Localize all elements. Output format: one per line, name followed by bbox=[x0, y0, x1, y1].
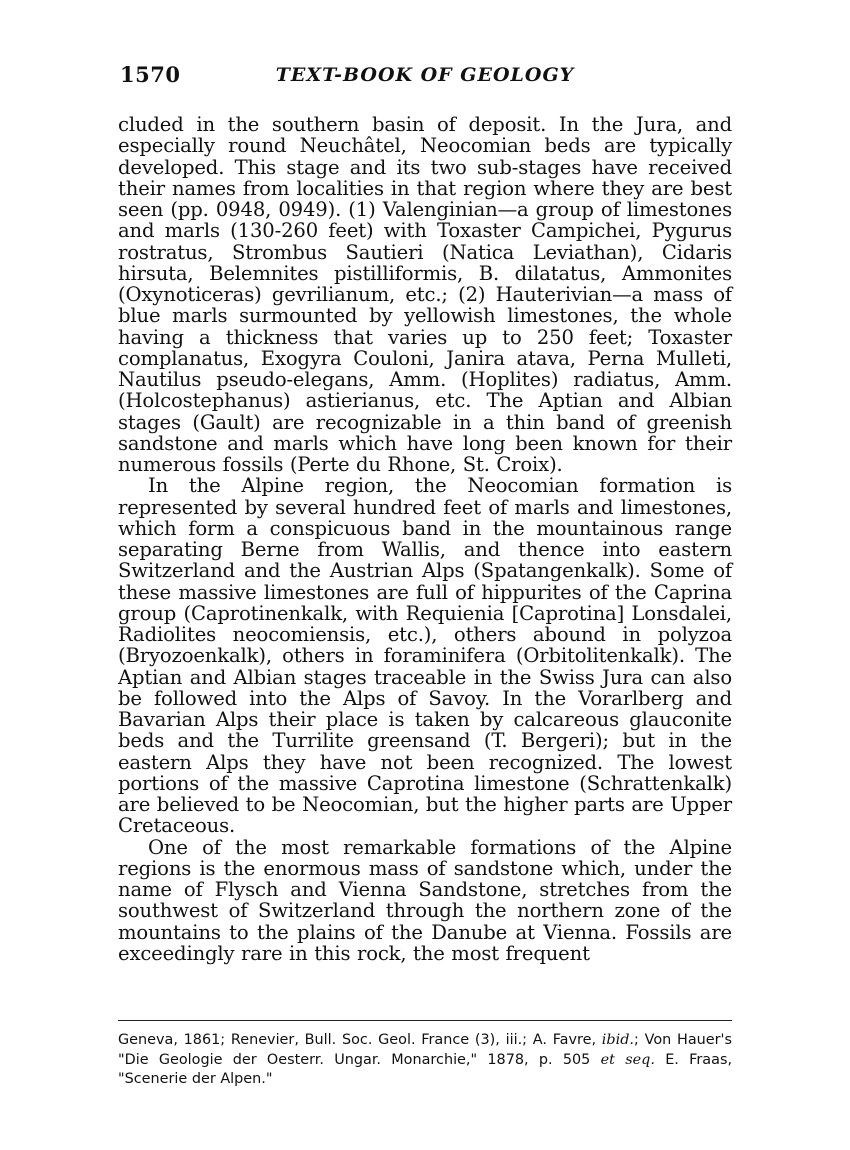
footnote-part-2: ; Von Hauer's "Die Geologie der Oesterr. Ungar. Monarchie," 1878, p. 505 bbox=[118, 1032, 732, 1068]
paragraph-alpine-region: In the Alpine region, the Neocomian formation is represented by several hundred feet of marls and limestones, which form a conspicuous band in the mountainous range separating Berne from Wallis, and thence into eastern Switzerland and the Austrian Alps (Spatangenkalk). Some of these massive limestones are full of hippurites of the Caprina group (Caprotinenkalk, with Requienia [Caprotina] Lonsdalei, Radiolites neocomiensis, etc.), others abound in polyzoa (Bryozoenkalk), others in foraminifera (Orbitolitenkalk). The Aptian and Albian stages traceable in the Swiss Jura can also be followed into the Alps of Savoy. In the Vorarlberg and Bavarian Alps their place is taken by calcareous glauconite beds and the Turrilite greensand (T. Bergeri); but in the eastern Alps they have not been recognized. The lowest portions of the massive Caprotina limestone (Schrattenkalk) are believed to be Neocomian, but the higher parts are Upper Cretaceous. bbox=[118, 474, 732, 838]
footnote-part-1: Geneva, 1861; Renevier, Bull. Soc. Geol. France (3), iii.; A. Favre, bbox=[118, 1032, 602, 1048]
body-text bbox=[118, 114, 732, 964]
paragraph-flysch: One of the most remarkable formations of the Alpine regions is the enormous mass of sandstone which, under the name of Flysch and Vienna Sandstone, stretches from the southwest of Switzerland through the northern zone of the mountains to the plains of the Danube at Vienna. Fossils are exceedingly rare in this rock, the most frequent bbox=[118, 835, 732, 965]
footnote-ibid: ibid. bbox=[601, 1032, 634, 1048]
footnote-part-3: E. Fraas, "Scenerie der Alpen." bbox=[118, 1051, 733, 1087]
page-header bbox=[120, 62, 730, 92]
footnote-text bbox=[118, 1031, 732, 1090]
running-title: TEXT-BOOK OF GEOLOGY bbox=[275, 64, 575, 86]
page-number: 1570 bbox=[120, 62, 181, 87]
footnotes bbox=[118, 1031, 732, 1090]
footnote-divider bbox=[118, 1020, 732, 1021]
paragraph-continuation: cluded in the southern basin of deposit. In the Jura, and especially round Neuchâtel, Neocomian beds are typically developed. This stage and its two sub-stages have received their names from localities in that region where they are best seen (pp. 0948, 0949). (1) Valenginian—a group of limestones and marls (130-260 feet) with Toxaster Campichei, Pygurus rostratus, Strombus Sautieri (Natica Leviathan), Cidaris hirsuta, Belemnites pistilliformis, B. dilatatus, Ammonites (Oxynoticeras) gevrilianum, etc.; (2) Hauterivian—a mass of blue marls surmounted by yellowish limestones, the whole having a thickness that varies up to 250 feet; Toxaster complanatus, Exogyra Couloni, Janira atava, Perna Mulleti, Nautilus pseudo-elegans, Amm. (Hoplites) radiatus, Amm. (Holcostephanus) astierianus, etc. The Aptian and Albian stages (Gault) are recognizable in a thin band of greenish sandstone and marls which have long been known for their numerous fossils (Perte du Rhone, St. Croix). bbox=[118, 113, 732, 476]
footnote-et-seq: et seq. bbox=[600, 1051, 655, 1068]
